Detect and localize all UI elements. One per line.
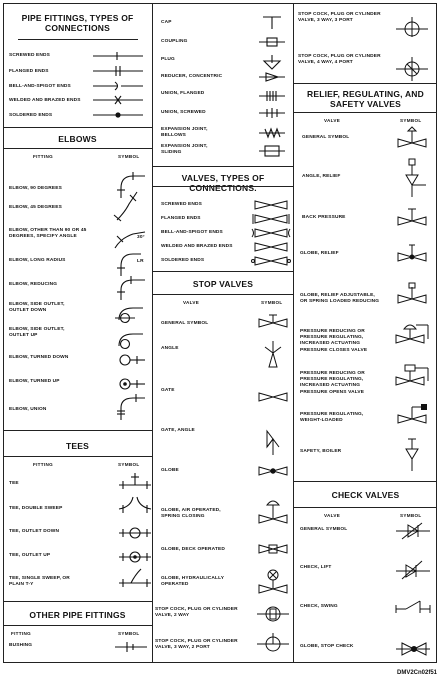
row-globe-relief: GLOBE, RELIEF — [300, 251, 339, 256]
row-pressure-opens: PRESSURE REDUCING OR PRESSURE REGULATING, INCREASED ACTUATING PRESSURE OPENS VALVE — [300, 371, 365, 395]
row-valve-flanged: FLANGED ENDS — [161, 216, 201, 221]
divider — [153, 271, 293, 272]
tees-col-symbol: SYMBOL — [118, 462, 140, 467]
row-tee-outlet-down: TEE, OUTLET DOWN — [9, 529, 60, 534]
check-valves-title: CHECK VALVES — [331, 490, 400, 500]
row-globe-relief-adjustable: GLOBE, RELIEF ADJUSTABLE, OR SPRING LOADED REDUCING — [300, 293, 380, 305]
check-valve-symbols — [392, 521, 434, 661]
row-stopcock-3way-3port: STOP COCK, PLUG OR CYLINDER VALVE, 3 WAY, 3 PORT — [298, 12, 381, 24]
row-relief-general: GENERAL SYMBOL — [302, 135, 350, 140]
relief-title: RELIEF, REGULATING, AND SAFETY VALVES — [307, 89, 424, 109]
column-valves — [153, 3, 294, 663]
row-stop-gate: GATE — [161, 388, 175, 393]
row-stop-gate-angle: GATE, ANGLE — [161, 428, 195, 433]
row-check-lift: CHECK, LIFT — [300, 565, 332, 570]
row-flanged-ends: FLANGED ENDS — [9, 69, 49, 74]
row-bell-spigot-ends: BELL-AND-SPIGOT ENDS — [9, 84, 71, 89]
other-col-symbol: SYMBOL — [118, 631, 140, 636]
row-valve-bell-spigot: BELL-AND-SPIGOT ENDS — [161, 230, 223, 235]
row-valve-soldered: SOLDERED ENDS — [161, 258, 205, 263]
row-globe-air: GLOBE, AIR OPERATED, SPRING CLOSING — [161, 508, 221, 520]
column-pipe-fittings — [3, 3, 153, 663]
row-stopcock-3way-2port: STOP COCK, PLUG OR CYLINDER VALVE, 3 WAY, 2 PORT — [155, 639, 238, 651]
row-stopcock-4way: STOP COCK, PLUG OR CYLINDER VALVE, 4 WAY, 4 PORT — [298, 54, 381, 66]
row-elbow-union: ELBOW, UNION — [9, 407, 47, 412]
stop-valve-symbols — [255, 309, 291, 659]
divider — [3, 148, 152, 149]
elbows-title: ELBOWS — [58, 134, 97, 144]
stop-col-valve: VALVE — [183, 300, 200, 305]
angle-annotation: 30° — [137, 235, 145, 240]
row-valve-welded: WELDED AND BRAZED ENDS — [161, 244, 233, 249]
stop-valves-title: STOP VALVES — [192, 279, 254, 289]
row-soldered-ends: SOLDERED ENDS — [9, 113, 53, 118]
misc-fitting-symbols — [257, 13, 287, 161]
row-plug: PLUG — [161, 57, 175, 62]
title-underline — [18, 39, 138, 40]
row-elbow-45: ELBOW, 45 DEGREES — [9, 205, 62, 210]
row-pressure-closes: PRESSURE REDUCING OR PRESSURE REGULATING, INCREASED ACTUATING PRESSURE CLOSES VALVE — [300, 329, 368, 353]
row-union-screwed: UNION, SCREWED — [161, 110, 206, 115]
row-elbow-long-radius: ELBOW, LONG RADIUS — [9, 258, 66, 263]
row-tee-outlet-up: TEE, OUTLET UP — [9, 553, 51, 558]
divider — [294, 112, 437, 113]
row-angle-relief: ANGLE, RELIEF — [302, 174, 341, 179]
other-fittings-title: OTHER PIPE FITTINGS — [29, 610, 126, 620]
stop-col-symbol: SYMBOL — [261, 300, 283, 305]
row-weight-loaded: PRESSURE REGULATING, WEIGHT-LOADED — [300, 412, 364, 424]
relief-col-symbol: SYMBOL — [400, 118, 422, 123]
row-check-swing: CHECK, SWING — [300, 604, 338, 609]
row-tee: TEE — [9, 481, 19, 486]
row-safety-boiler: SAFETY, BOILER — [300, 449, 342, 454]
pipe-fittings-title: PIPE FITTINGS, TYPES OF CONNECTIONS — [21, 13, 134, 33]
row-screwed-ends: SCREWED ENDS — [9, 53, 50, 58]
other-col-fitting: FITTING — [11, 631, 31, 636]
row-expansion-sliding: EXPANSION JOINT, SLIDING — [161, 144, 208, 156]
row-check-general: GENERAL SYMBOL — [300, 527, 348, 532]
row-elbow-other: ELBOW, OTHER THAN 90 OR 45 DEGREES, SPECIFY ANGLE — [9, 228, 87, 240]
screwed-end-symbol — [93, 49, 143, 119]
valve-connection-symbols — [251, 199, 291, 269]
row-cap: CAP — [161, 20, 172, 25]
row-stop-globe: GLOBE — [161, 468, 179, 473]
row-elbow-turned-down: ELBOW, TURNED DOWN — [9, 355, 69, 360]
elbow-symbols — [111, 168, 151, 428]
check-col-valve: VALVE — [324, 513, 341, 518]
row-union-flanged: UNION, FLANGED — [161, 91, 205, 96]
row-globe-hydraulic: GLOBE, HYDRAULICALLY OPERATED — [161, 576, 225, 588]
row-stop-general: GENERAL SYMBOL — [161, 321, 209, 326]
divider — [3, 127, 152, 128]
row-globe-stop-check: GLOBE, STOP CHECK — [300, 644, 354, 649]
relief-valve-symbols — [392, 127, 432, 477]
check-col-symbol: SYMBOL — [400, 513, 422, 518]
tees-title: TEES — [65, 441, 89, 451]
row-back-pressure: BACK PRESSURE — [302, 215, 346, 220]
row-stop-angle: ANGLE — [161, 346, 179, 351]
row-tee-double-sweep: TEE, DOUBLE SWEEP — [9, 506, 63, 511]
row-stopcock-2way: STOP COCK, PLUG OR CYLINDER VALVE, 2 WAY — [155, 607, 238, 619]
divider — [3, 601, 152, 602]
row-bushing: BUSHING — [9, 643, 33, 648]
divider — [3, 430, 152, 431]
bushing-symbol — [113, 641, 149, 653]
elbows-col-fitting: FITTING — [33, 154, 53, 159]
relief-col-valve: VALVE — [324, 118, 341, 123]
row-expansion-bellows: EXPANSION JOINT, BELLOWS — [161, 127, 208, 139]
divider — [153, 166, 293, 167]
long-radius-annotation: LR — [137, 259, 144, 264]
row-globe-deck: GLOBE, DECK OPERATED — [161, 547, 225, 552]
row-elbow-90: ELBOW, 90 DEGREES — [9, 186, 62, 191]
tees-col-fitting: FITTING — [33, 462, 53, 467]
divider — [153, 186, 293, 187]
row-elbow-turned-up: ELBOW, TURNED UP — [9, 379, 60, 384]
divider — [3, 625, 152, 626]
row-welded-ends: WELDED AND BRAZED ENDS — [9, 98, 81, 103]
row-tee-single-sweep: TEE, SINGLE SWEEP, OR PLAIN T-Y — [9, 576, 70, 588]
row-elbow-reducing: ELBOW, REDUCING — [9, 282, 58, 287]
tee-symbols — [117, 471, 153, 591]
row-coupling: COUPLING — [161, 39, 188, 44]
divider — [153, 294, 293, 295]
divider — [294, 507, 437, 508]
row-elbow-side-down: ELBOW, SIDE OUTLET, OUTLET DOWN — [9, 302, 65, 314]
valves-connections-title: VALVES, TYPES OF CONNECTIONS. — [181, 173, 265, 193]
elbows-col-symbol: SYMBOL — [118, 154, 140, 159]
row-reducer: REDUCER, CONCENTRIC — [161, 74, 223, 79]
row-elbow-side-up: ELBOW, SIDE OUTLET, OUTLET UP — [9, 327, 65, 339]
divider — [3, 456, 152, 457]
stopcock-symbols — [394, 15, 430, 85]
divider — [294, 83, 437, 84]
figure-code: DMV2Cn02f51 — [396, 670, 437, 676]
row-valve-screwed: SCREWED ENDS — [161, 202, 202, 207]
divider — [294, 481, 437, 482]
column-relief-check — [294, 3, 437, 663]
